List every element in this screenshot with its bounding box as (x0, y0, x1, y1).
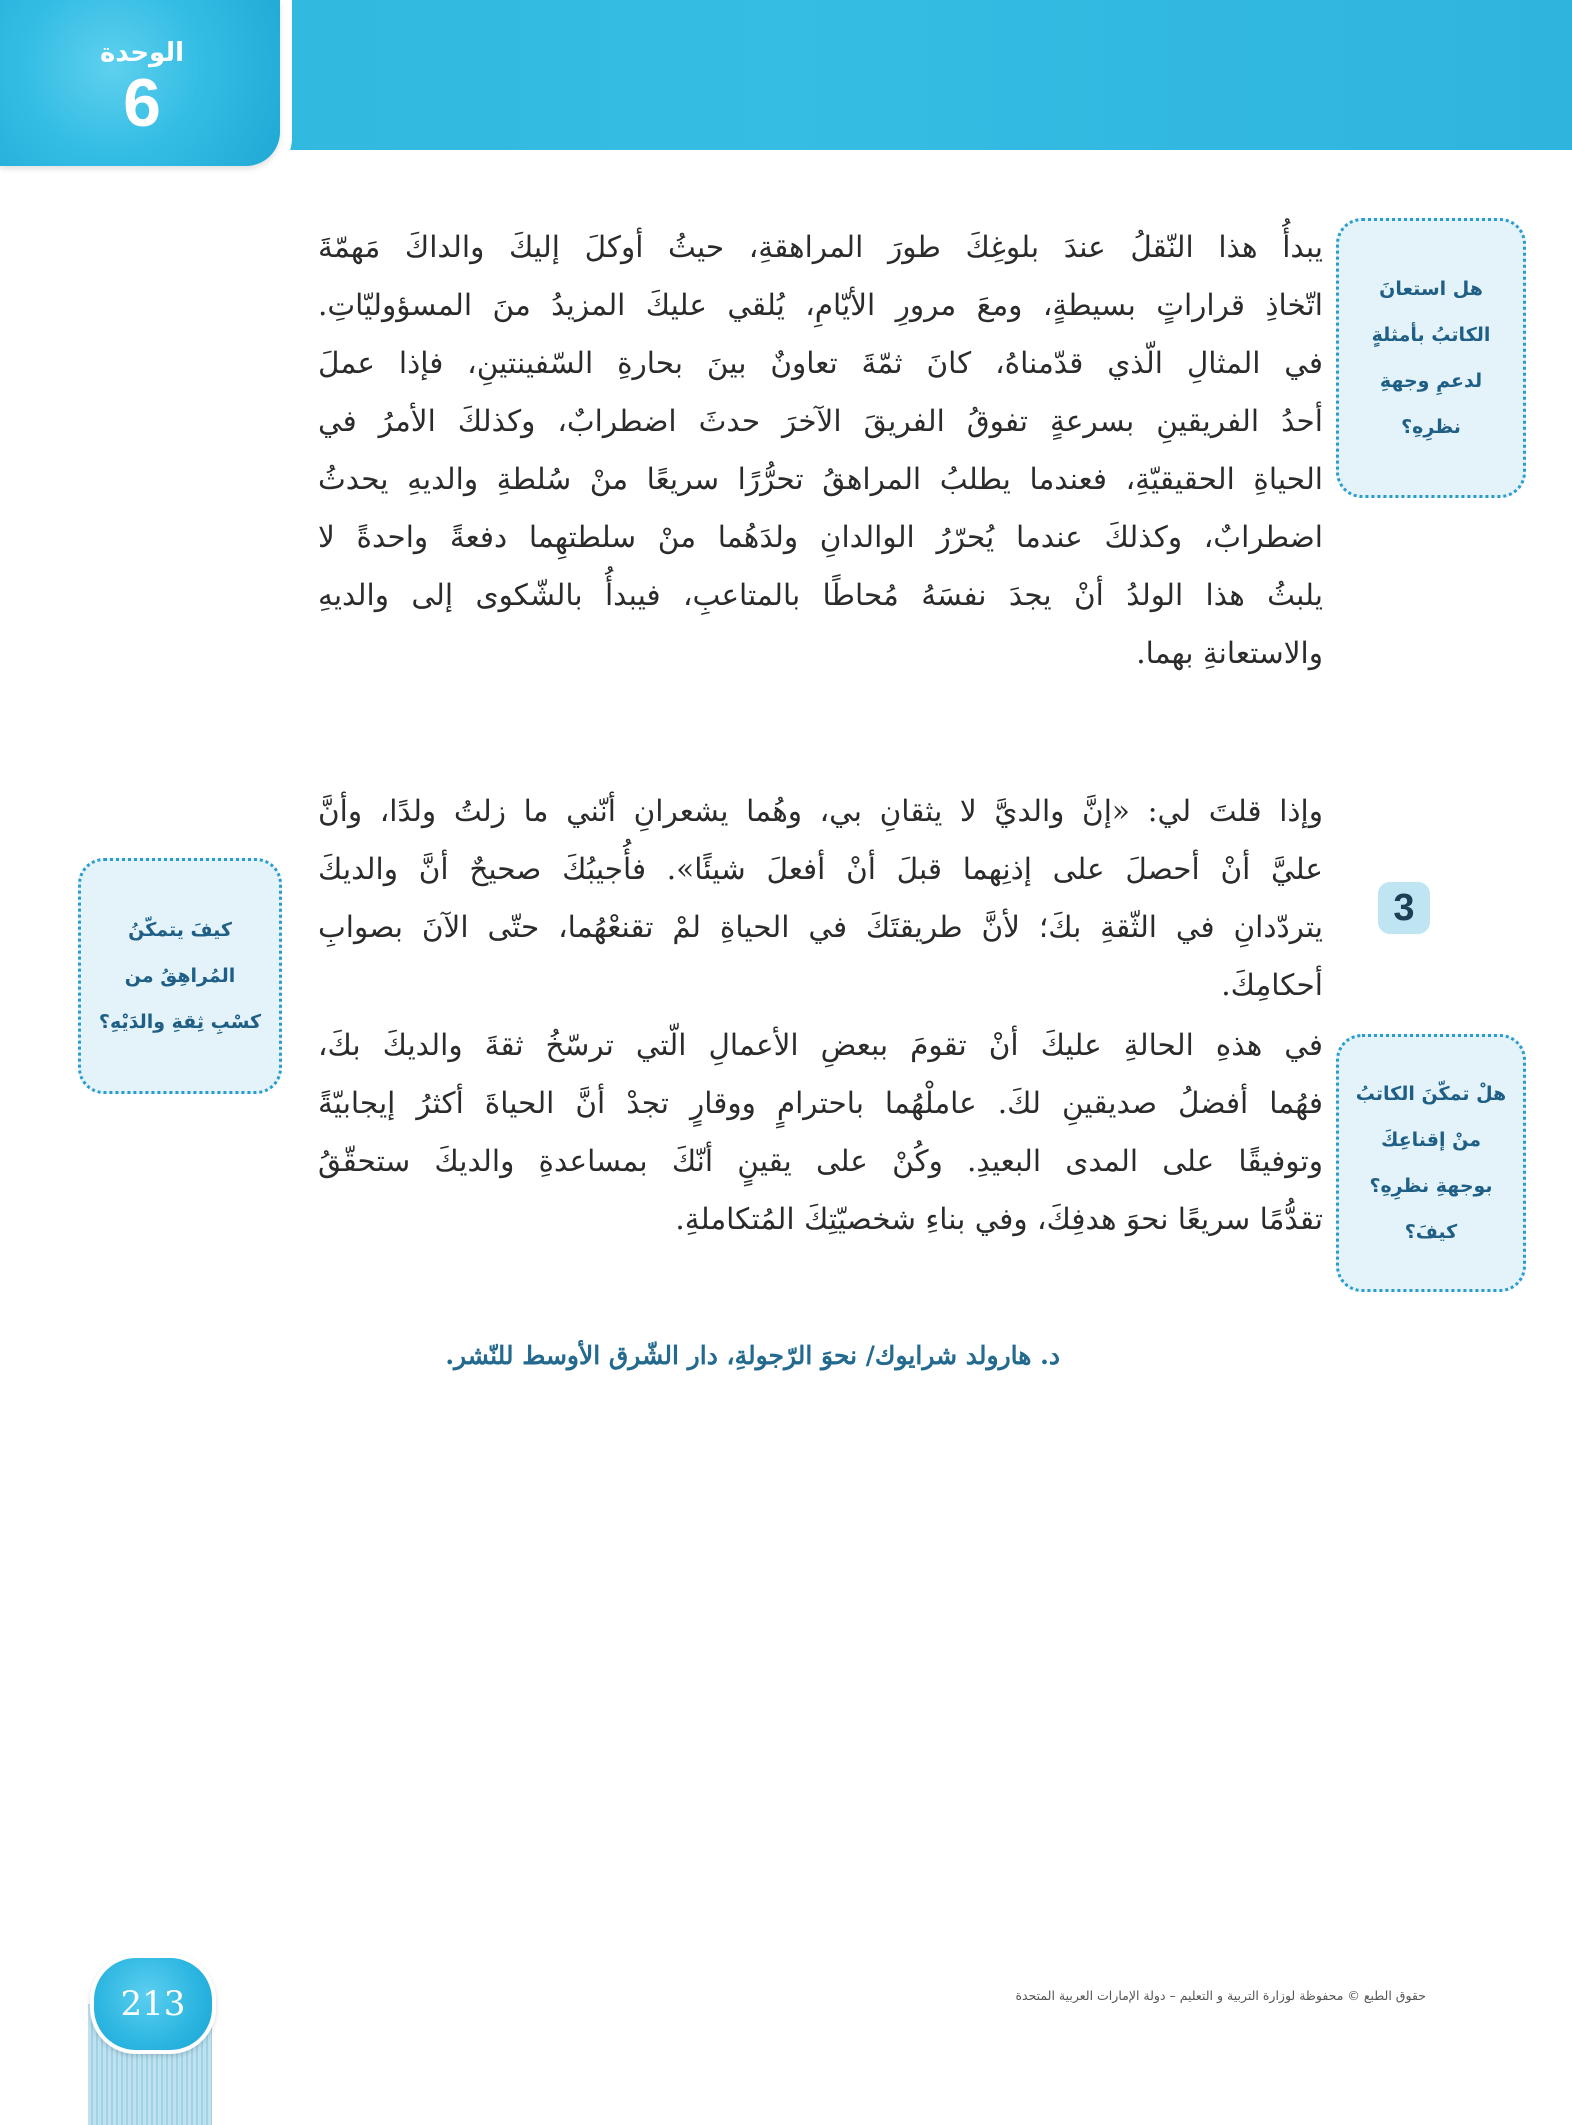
question-box-persuasion (1336, 1034, 1526, 1292)
paragraph-line: وتوفيقًا على المدى البعيدِ. وكُنْ على يقينٍ أنّكَ بمساعدةِ والديكَ ستحقّقُ (318, 1144, 1323, 1178)
question-line: هل استعانَ (1379, 278, 1483, 300)
paragraph-line: تقدُّمًا سريعًا نحوَ هدفِكَ، وفي بناءِ شخصيّتِكَ المُتكاملةِ. (675, 1202, 1323, 1236)
unit-label: الوحدة (99, 38, 185, 68)
paragraph-line: اضطرابٌ، وكذلكَ عندما يُحرّرُ الوالدانِ ولدَهُما منْ سلطتهِما دفعةً واحدةً لا (318, 520, 1323, 554)
paragraph-line: عليَّ أنْ أحصلَ على إذنِهما قبلَ أنْ أفعلَ شيئًا». فأُجيبُكَ صحيحٌ أنَّ والديكَ (318, 852, 1323, 886)
copyright-notice: حقوق الطبع © محفوظة لوزارة التربية و التعليم – دولة الإمارات العربية المتحدة (1015, 1988, 1426, 2003)
question-line: الكاتبُ بأمثلةٍ (1371, 324, 1491, 346)
question-line: لدعمِ وجهةِ (1379, 370, 1483, 392)
paragraph-1 (318, 218, 1323, 682)
paragraph-line: يبدأُ هذا النّقلُ عندَ بلوغِكَ طورَ المراهقةِ، حيثُ أوكلَ إليكَ والداكَ مَهمّةَ (318, 230, 1323, 264)
question-line: بوجهةِ نظرِهِ؟ (1369, 1175, 1493, 1197)
paragraph-line: اتّخاذِ قراراتٍ بسيطةٍ، ومعَ مرورِ الأيّامِ، يُلقي عليكَ المزيدُ منَ المسؤوليّاتِ. (318, 288, 1323, 322)
question-line: نظرِهِ؟ (1401, 416, 1461, 438)
question-line: المُراهِقُ من (124, 965, 236, 987)
paragraph-line: فهُما أفضلُ صديقينِ لكَ. عاملْهُما باحترامٍ ووقارٍ تجدْ أنَّ الحياةَ أكثرُ إيجابيّةً (318, 1086, 1323, 1120)
question-text (1356, 1071, 1506, 1255)
question-line: كسْبِ ثِقةِ والدَيْهِ؟ (98, 1011, 262, 1033)
paragraph-line: في هذهِ الحالةِ عليكَ أنْ تقومَ ببعضِ الأعمالِ الّتي ترسّخُ ثقةَ والديكَ بكَ، (318, 1028, 1323, 1062)
paragraph-line: يتردّدانِ في الثّقةِ بكَ؛ لأنَّ طريقتَكَ في الحياةِ لمْ تقنعْهُما، حتّى الآنَ بصوابِ (318, 910, 1323, 944)
paragraph-line: والاستعانةِ بهما. (1136, 636, 1323, 670)
question-line: كيفَ؟ (1404, 1221, 1458, 1243)
question-text (1372, 266, 1491, 450)
paragraph-line: يلبثُ هذا الولدُ أنْ يجدَ نفسَهُ مُحاطًا بالمتاعبِ، فيبدأُ بالشّكوى إلى والديهِ (318, 578, 1323, 612)
page-number: 213 (90, 1954, 216, 2054)
paragraph-2 (318, 782, 1323, 1014)
section-number-badge: 3 (1378, 882, 1430, 934)
unit-tab (0, 0, 292, 178)
paragraph-line: في المثالِ الّذي قدّمناهُ، كانَ ثمّةَ تعاونٌ بينَ بحارةِ السّفينتينِ، فإذا عملَ (318, 346, 1323, 380)
question-box-trust (78, 858, 282, 1094)
question-text (99, 907, 261, 1045)
paragraph-line: أحكامِكَ. (1221, 968, 1323, 1002)
question-line: كيفَ يتمكّنُ (128, 919, 232, 941)
unit-tab-badge (0, 0, 280, 166)
paragraph-line: الحياةِ الحقيقيّةِ، فعندما يطلبُ المراهقُ تحرُّرًا سريعًا منْ سُلطةِ والديهِ يحدثُ (318, 462, 1323, 496)
paragraph-3 (318, 1016, 1323, 1248)
question-line: هلْ تمكّنَ الكاتبُ (1355, 1083, 1507, 1105)
question-line: منْ إقناعِكَ (1381, 1129, 1481, 1151)
source-citation: د. هارولد شرايوك/ نحوَ الرّجولةِ، دار الشّرق الأوسط للنّشر. (445, 1341, 1060, 1370)
paragraph-line: وإذا قلتَ لي: «إنَّ والديَّ لا يثقانِ بي، وهُما يشعرانِ أنّني ما زلتُ ولدًا، وأنَّ (318, 794, 1323, 828)
question-box-evidence (1336, 218, 1526, 498)
unit-number: 6 (123, 65, 161, 141)
paragraph-line: أحدُ الفريقينِ بسرعةٍ تفوقُ الفريقَ الآخرَ حدثَ اضطرابٌ، وكذلكَ الأمرُ في (318, 404, 1323, 438)
